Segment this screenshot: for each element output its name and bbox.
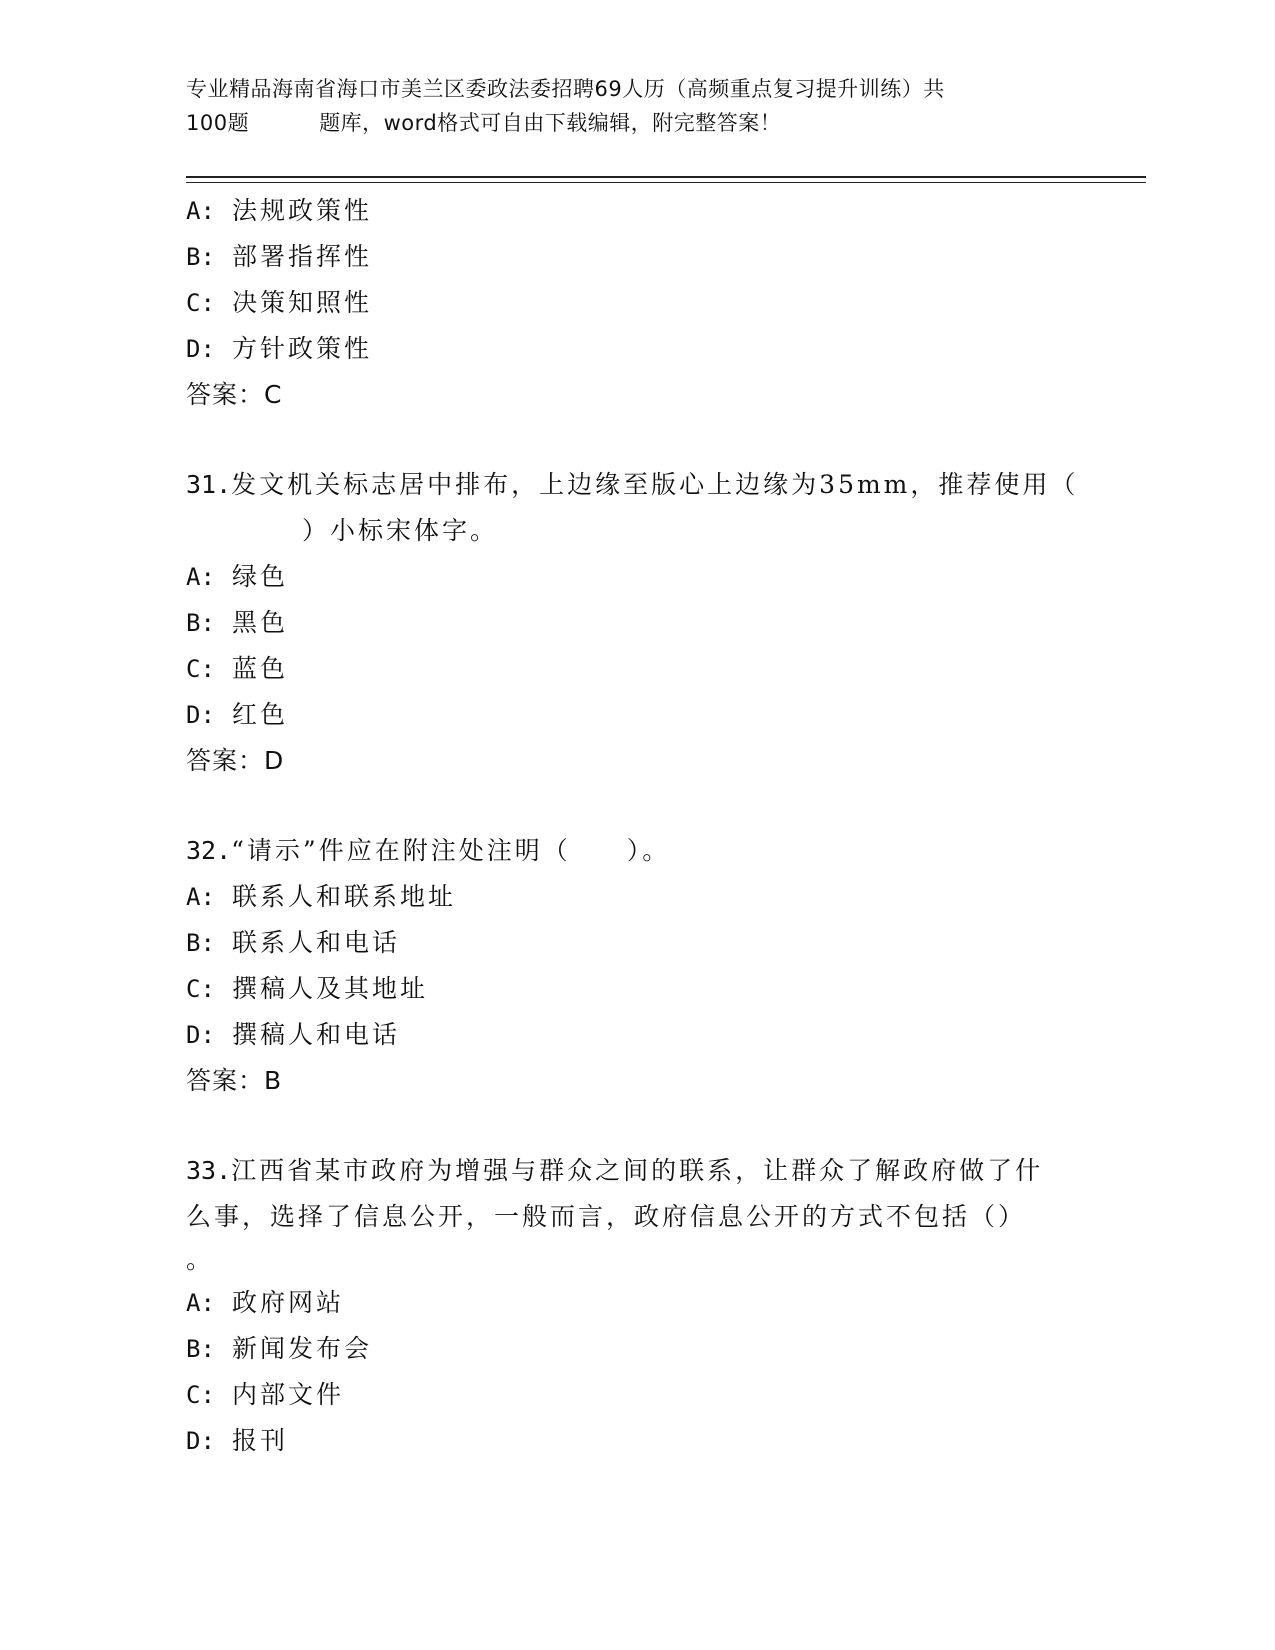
document-body xyxy=(186,188,1086,1464)
option-c: C: 蓝色 xyxy=(186,654,289,683)
option-c: C: 决策知照性 xyxy=(186,288,373,317)
option-a: A: 政府网站 xyxy=(186,1288,345,1317)
header-question-count: 100题 xyxy=(186,111,250,135)
answer-value: C xyxy=(264,380,283,409)
question-number: 31. xyxy=(186,470,232,499)
question-32-block xyxy=(186,828,1086,1104)
option-d: D: 报刊 xyxy=(186,1426,289,1455)
option-d: D: 红色 xyxy=(186,700,289,729)
answer-line: 答案：B xyxy=(186,1066,283,1095)
question-text: 32.“请示”件应在附注处注明（ ）。 xyxy=(186,836,671,865)
question-text-continued: ）小标宋体字。 xyxy=(302,516,499,545)
option-b: B: 黑色 xyxy=(186,608,289,637)
document-header xyxy=(186,72,1086,140)
answer-value: B xyxy=(264,1066,283,1095)
option-a: A: 法规政策性 xyxy=(186,196,373,225)
answer-value: D xyxy=(264,746,285,775)
header-title-line-2 xyxy=(186,106,1086,140)
option-a: A: 绿色 xyxy=(186,562,289,591)
question-number: 33. xyxy=(186,1156,232,1185)
header-subtitle: 题库，word格式可自由下载编辑，附完整答案！ xyxy=(319,111,782,135)
header-rule-thick xyxy=(186,176,1146,178)
header-title-line-1: 专业精品海南省海口市美兰区委政法委招聘69人历（高频重点复习提升训练）共 xyxy=(186,77,945,101)
question-text: 33.江西省某市政府为增强与群众之间的联系，让群众了解政府做了什 xyxy=(186,1156,1044,1185)
header-rule-thin xyxy=(186,182,1146,183)
option-b: B: 联系人和电话 xyxy=(186,928,401,957)
option-b: B: 部署指挥性 xyxy=(186,242,373,271)
question-33-block xyxy=(186,1148,1086,1464)
question-text-continued: 么事，选择了信息公开，一般而言，政府信息公开的方式不包括（） xyxy=(186,1202,1027,1231)
question-text-continued: 。 xyxy=(186,1245,215,1274)
question-30-block xyxy=(186,188,1086,418)
option-d: D: 撰稿人和电话 xyxy=(186,1020,401,1049)
question-number: 32. xyxy=(186,836,232,865)
question-31-block xyxy=(186,462,1086,784)
answer-line: 答案：D xyxy=(186,746,285,775)
option-c: C: 内部文件 xyxy=(186,1380,345,1409)
option-c: C: 撰稿人及其地址 xyxy=(186,974,429,1003)
option-a: A: 联系人和联系地址 xyxy=(186,882,457,911)
option-b: B: 新闻发布会 xyxy=(186,1334,373,1363)
answer-line: 答案：C xyxy=(186,380,283,409)
question-text: 31.发文机关标志居中排布，上边缘至版心上边缘为35mm，推荐使用（ xyxy=(186,470,1079,499)
option-d: D: 方针政策性 xyxy=(186,334,373,363)
